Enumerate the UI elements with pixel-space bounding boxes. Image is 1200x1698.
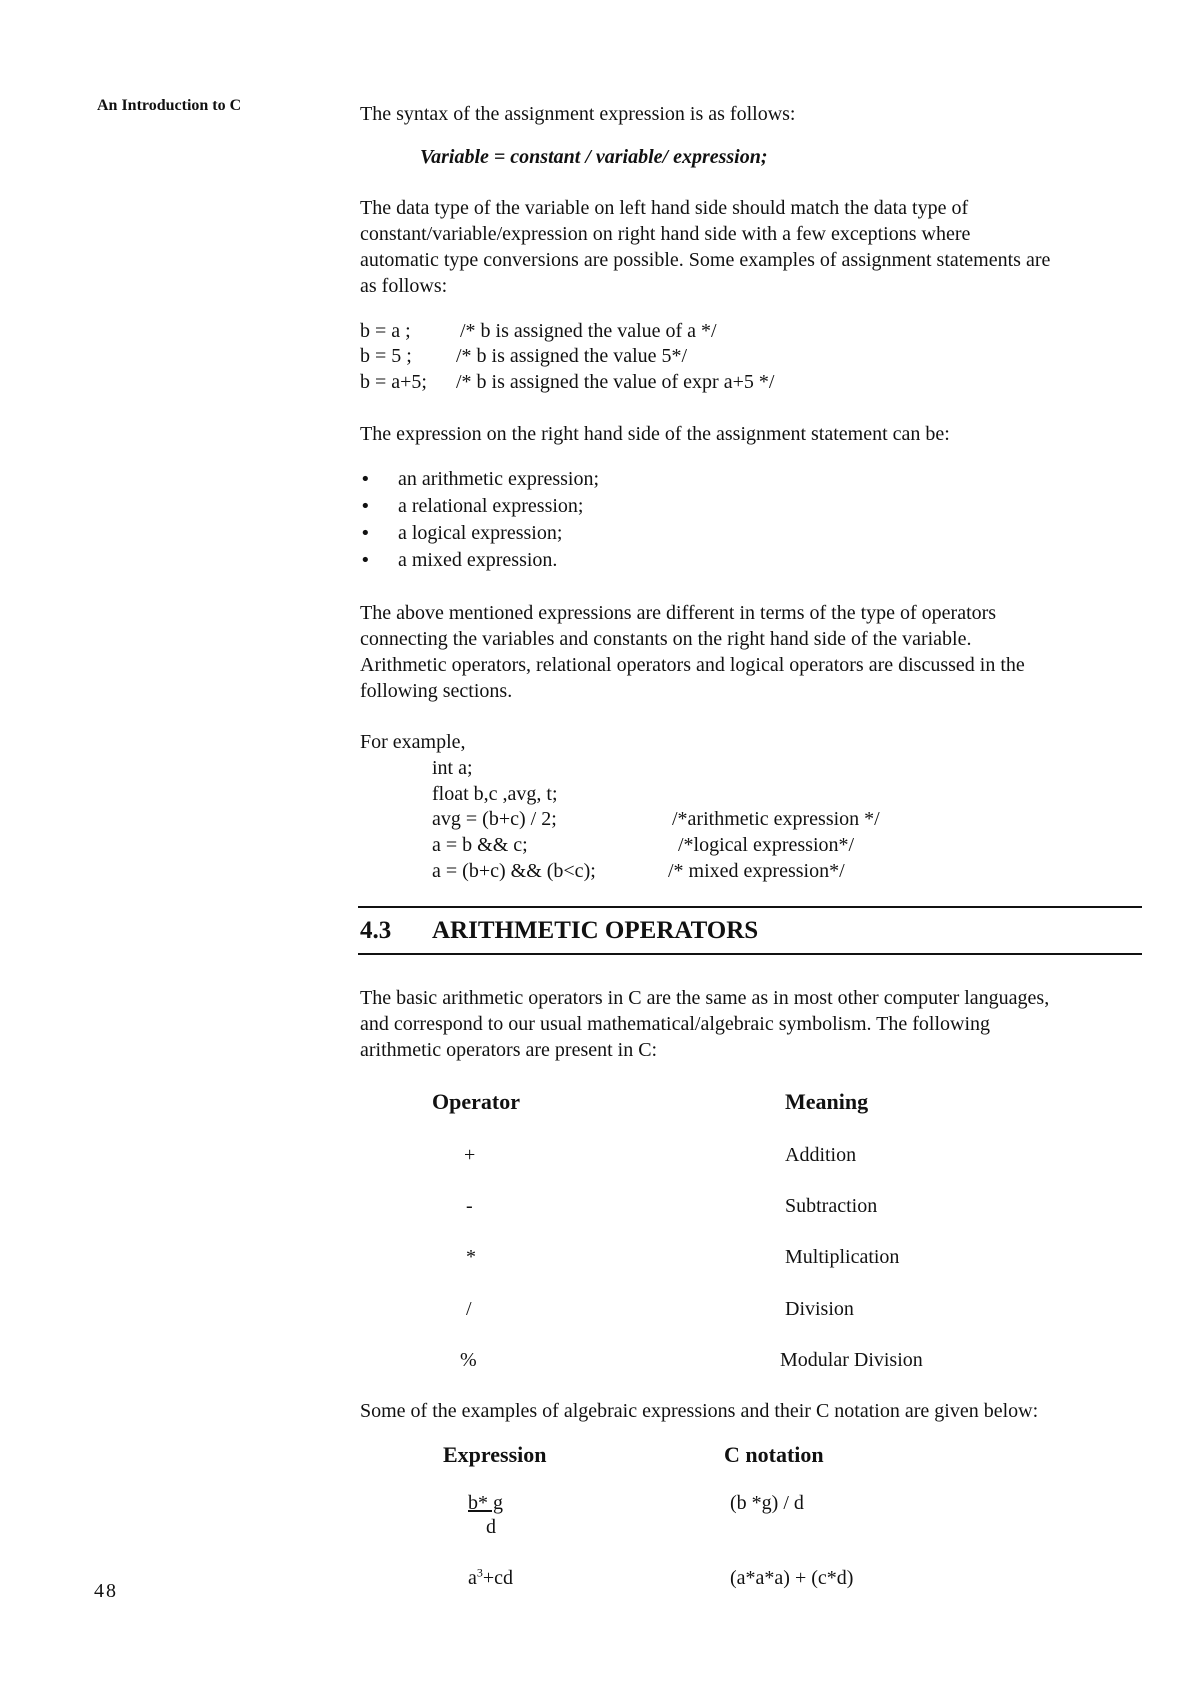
fraction-numerator: b* g: [468, 1492, 503, 1514]
c-notation-value: (b *g) / d: [730, 1492, 804, 1514]
expression-type-list: [360, 466, 599, 574]
c-notation-value: (a*a*a) + (c*d): [730, 1567, 854, 1589]
operator-meaning: Subtraction: [785, 1195, 878, 1217]
code-statement: a = (b+c) && (b<c);: [432, 860, 596, 882]
expression-rest: +cd: [482, 1567, 514, 1589]
expressions-paragraph: [360, 600, 1140, 704]
operator-meaning: Addition: [785, 1144, 857, 1166]
code-declaration: int a;: [432, 757, 473, 779]
expression-base: a: [468, 1567, 477, 1589]
operator-meaning: Modular Division: [780, 1349, 923, 1371]
rhs-intro: The expression on the right hand side of the assignment statement can be:: [360, 423, 950, 445]
page-number: 48: [94, 1580, 118, 1602]
table-header-c-notation: C notation: [724, 1442, 824, 1467]
paragraph-line: and correspond to our usual mathematical/algebraic symbolism. The following: [360, 1013, 991, 1035]
operator-symbol: -: [466, 1195, 473, 1217]
syntax-formula: Variable = constant / variable/ expression;: [420, 146, 768, 168]
operator-symbol: *: [466, 1246, 476, 1268]
code-statement: a = b && c;: [432, 834, 528, 856]
fraction-denominator: d: [486, 1516, 496, 1538]
code-statement: b = 5 ;: [360, 345, 412, 367]
table-header-operator: Operator: [432, 1089, 520, 1114]
code-comment: /* mixed expression*/: [668, 860, 845, 882]
section-title: ARITHMETIC OPERATORS: [432, 917, 759, 944]
operator-symbol: /: [466, 1298, 472, 1320]
paragraph-line: Arithmetic operators, relational operators and logical operators are discussed in the: [360, 654, 1025, 676]
type-match-paragraph: [360, 195, 1140, 299]
expression-exponent: 3: [476, 1565, 483, 1580]
section-rule-bottom: [358, 953, 1142, 955]
section-rule-top: [358, 906, 1142, 908]
section-number: 4.3: [360, 917, 392, 944]
code-comment: /* b is assigned the value 5*/: [456, 345, 688, 367]
paragraph-line: The data type of the variable on left hand side should match the data type of: [360, 197, 969, 219]
list-item: • an arithmetic expression;: [360, 466, 599, 493]
paragraph-line: automatic type conversions are possible. Some examples of assignment statements are: [360, 249, 1051, 271]
list-item: • a relational expression;: [360, 493, 599, 520]
arithmetic-paragraph: [360, 985, 1140, 1063]
examples-intro: Some of the examples of algebraic expressions and their C notation are given below:: [360, 1400, 1039, 1422]
paragraph-line: connecting the variables and constants on the right hand side of the variable.: [360, 628, 972, 650]
code-comment: /* b is assigned the value of a */: [460, 320, 717, 342]
operator-meaning: Multiplication: [785, 1246, 900, 1268]
algebraic-expression: [468, 1565, 513, 1591]
operator-symbol: %: [460, 1349, 477, 1371]
paragraph-line: constant/variable/expression on right hand side with a few exceptions where: [360, 223, 971, 245]
list-item: • a logical expression;: [360, 520, 599, 547]
code-comment: /*logical expression*/: [678, 834, 855, 856]
paragraph-line: following sections.: [360, 680, 513, 702]
code-comment: /* b is assigned the value of expr a+5 */: [456, 371, 775, 393]
code-declaration: float b,c ,avg, t;: [432, 783, 558, 805]
table-header-meaning: Meaning: [785, 1089, 869, 1114]
paragraph-line: The above mentioned expressions are different in terms of the type of operators: [360, 602, 997, 624]
code-statement: b = a ;: [360, 320, 411, 342]
code-statement: avg = (b+c) / 2;: [432, 808, 557, 830]
code-comment: /*arithmetic expression */: [672, 808, 880, 830]
example-intro: For example,: [360, 731, 466, 753]
table-header-expression: Expression: [443, 1442, 547, 1467]
paragraph-line: as follows:: [360, 275, 448, 297]
paragraph-line: The basic arithmetic operators in C are the same as in most other computer languages,: [360, 987, 1050, 1009]
paragraph-line: arithmetic operators are present in C:: [360, 1039, 658, 1061]
operator-meaning: Division: [785, 1298, 854, 1320]
list-item: • a mixed expression.: [360, 547, 599, 574]
syntax-intro: The syntax of the assignment expression is as follows:: [360, 103, 796, 125]
code-statement: b = a+5;: [360, 371, 427, 393]
operator-symbol: +: [464, 1144, 476, 1166]
running-title: An Introduction to C: [97, 97, 242, 114]
